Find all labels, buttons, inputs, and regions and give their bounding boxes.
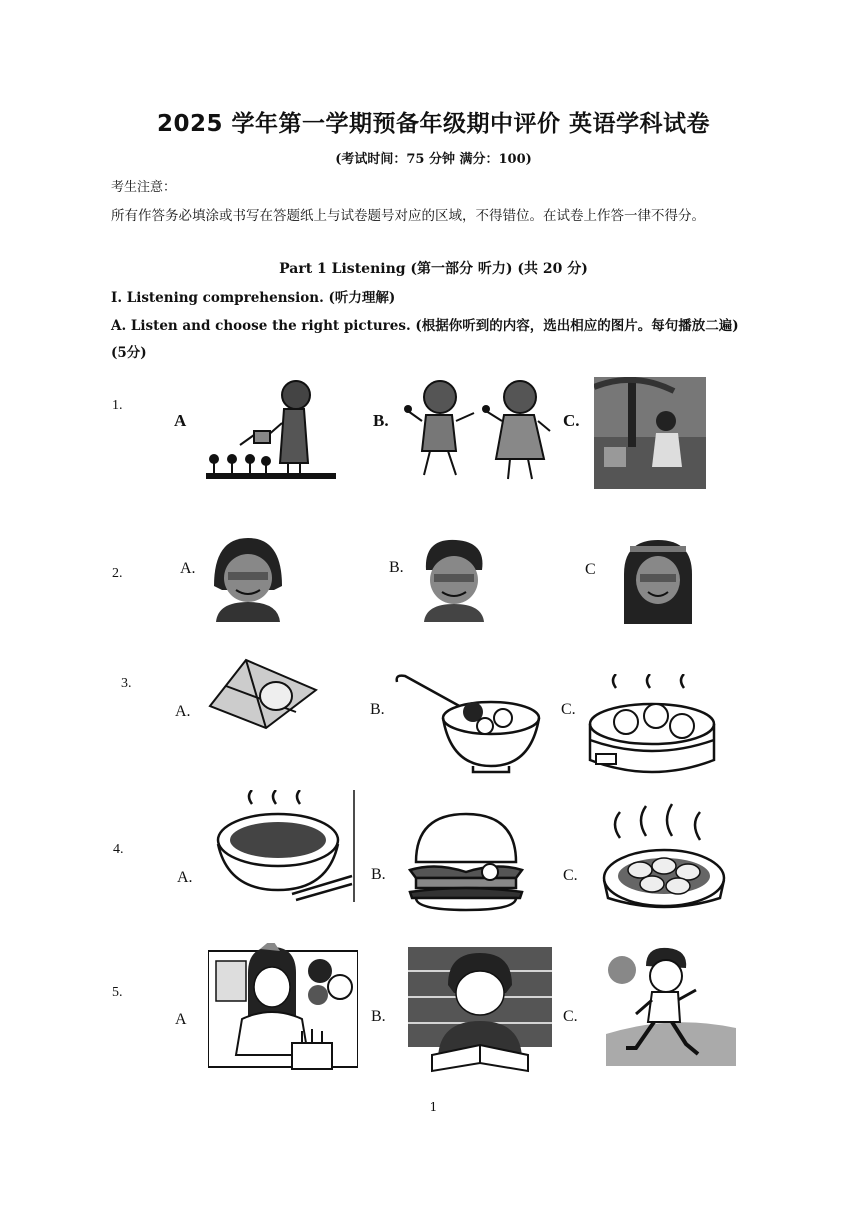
page-number: 1 (429, 1100, 438, 1114)
sectionA-title: A. Listen and choose the right pictures. (根据你听到的内容，选出相应的图片。每句播放二遍) (5分) (111, 318, 739, 361)
steamed-buns-icon (586, 674, 722, 784)
noodles-bowl-icon (212, 790, 358, 902)
question-number-1: 1. (112, 398, 123, 413)
boy-face-icon (416, 536, 492, 622)
boy-and-girl-with-flowers-icon (402, 375, 552, 485)
notice-heading: 考生注意： (111, 180, 177, 195)
page-title: 2025 学年第一学期预备年级期中评价 英语学科试卷 (156, 111, 711, 137)
option-1b-label: B. (373, 411, 389, 430)
question-number-2: 2. (112, 566, 123, 581)
option-5c-label: C. (563, 1008, 578, 1025)
option-1a-label: A (174, 411, 187, 430)
question-number-4: 4. (113, 842, 124, 857)
option-2b-label: B. (389, 559, 404, 576)
girl-in-park-photo-icon (594, 377, 706, 489)
dumplings-plate-icon (600, 798, 730, 916)
option-5b-label: B. (371, 1008, 386, 1025)
question-number-5: 5. (112, 985, 123, 1000)
girl-watering-flowers-icon (200, 373, 340, 485)
question-number-3: 3. (121, 676, 132, 691)
option-3b-label: B. (370, 701, 385, 718)
hamburger-icon (406, 810, 526, 914)
short-hair-girl-face-icon (210, 536, 286, 622)
option-3a-label: A. (175, 703, 191, 720)
option-2c-label: C (585, 561, 596, 578)
part1-title: Part 1 Listening (第一部分 听力) (共 20 分) (279, 261, 588, 277)
option-4c-label: C. (563, 867, 578, 884)
boy-running-icon (606, 944, 736, 1066)
notice-body: 所有作答务必填涂或书写在答题纸上与试卷题号对应的区域，不得错位。在试卷上作答一律不得分。 (111, 208, 705, 224)
option-4b-label: B. (371, 866, 386, 883)
zongzi-icon (206, 656, 320, 730)
option-3c-label: C. (561, 701, 576, 718)
option-4a-label: A. (177, 869, 193, 886)
birthday-party-girl-icon (208, 943, 358, 1077)
option-5a-label: A (175, 1011, 187, 1028)
tangyuan-bowl-icon (393, 672, 543, 774)
section1-title: I. Listening comprehension. (听力理解) (111, 290, 396, 306)
option-1c-label: C. (563, 411, 580, 430)
exam-info: (考试时间：75 分钟 满分：100) (335, 152, 532, 167)
option-2a-label: A. (180, 560, 196, 577)
boy-reading-library-icon (408, 945, 552, 1077)
long-hair-girl-face-icon (618, 538, 698, 624)
